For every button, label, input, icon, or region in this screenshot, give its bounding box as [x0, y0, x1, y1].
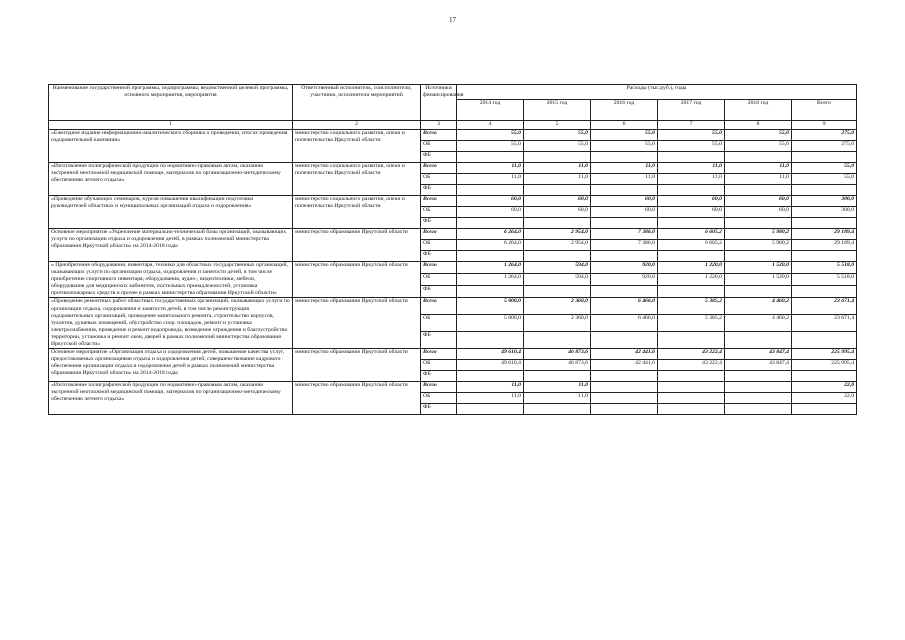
ob-value-cell: 60,0: [524, 207, 591, 218]
source-ob-label: ОБ: [421, 274, 457, 286]
fb-value-cell: [725, 251, 792, 262]
total-value-cell: 5 000,0: [457, 298, 524, 315]
column-number: 9: [792, 121, 857, 130]
ob-value-cell: 6 605,2: [658, 240, 725, 251]
ob-value-cell: 1 520,0: [725, 274, 792, 286]
ob-value-cell: 5 518,0: [792, 274, 857, 286]
page-number: 17: [449, 16, 456, 24]
total-value-cell: 225 995,4: [792, 349, 857, 360]
source-total-label: Всего: [421, 163, 457, 174]
ob-value-cell: 225 995,4: [792, 360, 857, 371]
ob-value-cell: 275,0: [792, 141, 857, 152]
total-value-cell: 2 360,0: [524, 298, 591, 315]
activity-total-row: [49, 163, 857, 174]
total-value-cell: 23 671,4: [792, 298, 857, 315]
ob-value-cell: 11,0: [457, 174, 524, 185]
source-ob-label: ОБ: [421, 315, 457, 332]
source-fb-label: ФБ: [421, 185, 457, 196]
source-total-label: Всего: [421, 130, 457, 141]
header-year: 2014 год: [457, 100, 524, 121]
ob-value-cell: 11,0: [524, 174, 591, 185]
total-value-cell: 55,0: [457, 130, 524, 141]
fb-value-cell: [524, 371, 591, 382]
fb-value-cell: [792, 404, 857, 415]
ob-value-cell: [591, 393, 658, 404]
total-value-cell: 29 189,4: [792, 229, 857, 240]
total-value-cell: 55,0: [792, 163, 857, 174]
activity-executor: министерство образования Иркутской области: [293, 262, 421, 298]
ob-value-cell: 11,0: [524, 393, 591, 404]
column-number-row: [49, 121, 857, 130]
source-fb-label: ФБ: [421, 404, 457, 415]
fb-value-cell: [457, 152, 524, 163]
activity-name: «Изготовление полиграфической продукции по нормативно-правовым актам, оказанию экстренной неотложной медицинской помощи, материалов по организационно-методическому обеспечению летнего отдыха»: [49, 163, 293, 196]
ob-value-cell: 5 000,0: [457, 315, 524, 332]
ob-value-cell: 43 847,4: [725, 360, 792, 371]
total-value-cell: 60,0: [725, 196, 792, 207]
ob-value-cell: 55,0: [792, 174, 857, 185]
total-value-cell: 55,0: [658, 130, 725, 141]
ob-value-cell: 1 264,0: [457, 274, 524, 286]
ob-value-cell: 60,0: [725, 207, 792, 218]
fb-value-cell: [524, 332, 591, 349]
activity-total-row: [49, 382, 857, 393]
source-ob-label: ОБ: [421, 207, 457, 218]
total-value-cell: 1 264,0: [457, 262, 524, 274]
fb-value-cell: [658, 152, 725, 163]
source-fb-label: ФБ: [421, 286, 457, 298]
total-value-cell: 11,0: [457, 382, 524, 393]
activity-name: Основное мероприятие «Укрепление материально-технической базы организаций, оказывающих услуги по организации отдыха и оздоровления детей, в рамках полномочий министерства образования Иркутской области» на 2014-2018 годы: [49, 229, 293, 262]
total-value-cell: 60,0: [457, 196, 524, 207]
total-value-cell: 1 220,0: [658, 262, 725, 274]
ob-value-cell: 46 873,6: [524, 360, 591, 371]
ob-value-cell: 920,0: [591, 274, 658, 286]
fb-value-cell: [524, 251, 591, 262]
fb-value-cell: [658, 218, 725, 229]
activity-name: «Изготовление полиграфической продукции по нормативно-правовым актам, оказанию экстренной неотложной медицинской помощи, материалов по организационно-методическому обеспечению летнего отдыха»: [49, 382, 293, 415]
total-value-cell: 275,0: [792, 130, 857, 141]
total-value-cell: 11,0: [591, 163, 658, 174]
total-value-cell: 594,0: [524, 262, 591, 274]
ob-value-cell: 55,0: [591, 141, 658, 152]
source-fb-label: ФБ: [421, 371, 457, 382]
total-value-cell: 60,0: [524, 196, 591, 207]
source-ob-label: ОБ: [421, 174, 457, 185]
ob-value-cell: 5 980,2: [725, 240, 792, 251]
fb-value-cell: [457, 404, 524, 415]
total-value-cell: 11,0: [725, 163, 792, 174]
source-total-label: Всего: [421, 298, 457, 315]
column-number: 6: [591, 121, 658, 130]
total-value-cell: 46 873,6: [524, 349, 591, 360]
total-value-cell: 6 466,0: [591, 298, 658, 315]
ob-value-cell: 11,0: [658, 174, 725, 185]
total-value-cell: 6 264,0: [457, 229, 524, 240]
ob-value-cell: 42 441,6: [591, 360, 658, 371]
ob-value-cell: 55,0: [725, 141, 792, 152]
header-year: 2016 год: [591, 100, 658, 121]
fb-value-cell: [725, 332, 792, 349]
total-value-cell: 2 954,0: [524, 229, 591, 240]
fb-value-cell: [658, 286, 725, 298]
ob-value-cell: [658, 393, 725, 404]
total-value-cell: [591, 382, 658, 393]
ob-value-cell: 11,0: [725, 174, 792, 185]
activity-executor: министерство социального развития, опеки и попечительства Иркутской области: [293, 163, 421, 196]
fb-value-cell: [658, 251, 725, 262]
fb-value-cell: [524, 152, 591, 163]
ob-value-cell: 22,0: [792, 393, 857, 404]
ob-value-cell: 11,0: [457, 393, 524, 404]
total-value-cell: 55,0: [524, 130, 591, 141]
fb-value-cell: [457, 251, 524, 262]
activity-total-row: [49, 130, 857, 141]
source-total-label: Всего: [421, 382, 457, 393]
activity-name: «Ежегодное издание информационно-аналитического сборника о проведении, итогах проведения оздоровительной кампании»: [49, 130, 293, 163]
source-fb-label: ФБ: [421, 152, 457, 163]
fb-value-cell: [725, 218, 792, 229]
ob-value-cell: 1 220,0: [658, 274, 725, 286]
ob-value-cell: 55,0: [524, 141, 591, 152]
column-number: 1: [49, 121, 293, 130]
fb-value-cell: [457, 218, 524, 229]
ob-value-cell: 2 954,0: [524, 240, 591, 251]
fb-value-cell: [792, 251, 857, 262]
ob-value-cell: [725, 393, 792, 404]
fb-value-cell: [591, 152, 658, 163]
activity-total-row: [49, 196, 857, 207]
activity-executor: министерство образования Иркутской области: [293, 349, 421, 382]
ob-value-cell: 49 610,4: [457, 360, 524, 371]
budget-table: [48, 84, 857, 415]
header-source: Источники финансирования: [421, 85, 457, 121]
source-total-label: Всего: [421, 229, 457, 240]
fb-value-cell: [457, 286, 524, 298]
column-number: 5: [524, 121, 591, 130]
activity-executor: министерство образования Иркутской области: [293, 229, 421, 262]
ob-value-cell: 55,0: [457, 141, 524, 152]
total-value-cell: 22,0: [792, 382, 857, 393]
ob-value-cell: 5 385,2: [658, 315, 725, 332]
fb-value-cell: [725, 185, 792, 196]
total-value-cell: 43 222,4: [658, 349, 725, 360]
fb-value-cell: [591, 251, 658, 262]
total-value-cell: 11,0: [524, 163, 591, 174]
fb-value-cell: [725, 286, 792, 298]
fb-value-cell: [524, 286, 591, 298]
fb-value-cell: [591, 218, 658, 229]
total-value-cell: 5 980,2: [725, 229, 792, 240]
total-value-cell: 920,0: [591, 262, 658, 274]
fb-value-cell: [524, 404, 591, 415]
fb-value-cell: [591, 185, 658, 196]
fb-value-cell: [658, 404, 725, 415]
fb-value-cell: [457, 185, 524, 196]
total-value-cell: 55,0: [725, 130, 792, 141]
column-number: 7: [658, 121, 725, 130]
ob-value-cell: 4 460,2: [725, 315, 792, 332]
total-value-cell: 43 847,4: [725, 349, 792, 360]
header-year: 2017 год: [658, 100, 725, 121]
fb-value-cell: [524, 185, 591, 196]
header-year: 2018 год: [725, 100, 792, 121]
fb-value-cell: [591, 404, 658, 415]
ob-value-cell: 2 360,0: [524, 315, 591, 332]
header-executor: Ответственный исполнитель, соисполнители, участники, исполнители мероприятий: [293, 85, 421, 121]
activity-name: «Проведение ремонтных работ областных государственных организаций, оказывающих услуги по организации отдыха, оздоровления и занятости детей, в том числе реконструкция оздоровительных организаций, проведение капитального ремонта, строительство корпусов, туалетов, душевых помещений, обустройство спор. площадок, ремонт и установка электроснабжения, проведение и ремонт водопровода, возведение ограждения и благоустройство территории, установка и ремонт окон, дверей в рамках полномочий министерства образования Иркутской области»: [49, 298, 293, 349]
header-total: Всего: [792, 100, 857, 121]
fb-value-cell: [725, 152, 792, 163]
fb-value-cell: [725, 371, 792, 382]
total-value-cell: 300,0: [792, 196, 857, 207]
ob-value-cell: 55,0: [658, 141, 725, 152]
fb-value-cell: [792, 152, 857, 163]
source-total-label: Всего: [421, 196, 457, 207]
activity-total-row: [49, 229, 857, 240]
activity-total-row: [49, 298, 857, 315]
ob-value-cell: 6 466,0: [591, 315, 658, 332]
fb-value-cell: [725, 404, 792, 415]
total-value-cell: 60,0: [658, 196, 725, 207]
ob-value-cell: 11,0: [591, 174, 658, 185]
fb-value-cell: [591, 371, 658, 382]
source-ob-label: ОБ: [421, 393, 457, 404]
header-name: Наименование государственной программы, подпрограммы, ведомственной целевой программы, основного мероприятия, мероприятия: [49, 85, 293, 121]
source-fb-label: ФБ: [421, 218, 457, 229]
activity-executor: министерство образования Иркутской области: [293, 298, 421, 349]
source-ob-label: ОБ: [421, 240, 457, 251]
source-total-label: Всего: [421, 349, 457, 360]
total-value-cell: 5 518,0: [792, 262, 857, 274]
fb-value-cell: [658, 332, 725, 349]
fb-value-cell: [591, 332, 658, 349]
total-value-cell: 6 605,2: [658, 229, 725, 240]
total-value-cell: 11,0: [524, 382, 591, 393]
fb-value-cell: [591, 286, 658, 298]
fb-value-cell: [658, 371, 725, 382]
activity-executor: министерство социального развития, опеки и попечительства Иркутской области: [293, 196, 421, 229]
ob-value-cell: 594,0: [524, 274, 591, 286]
fb-value-cell: [524, 218, 591, 229]
ob-value-cell: 6 264,0: [457, 240, 524, 251]
total-value-cell: 60,0: [591, 196, 658, 207]
total-value-cell: 4 460,2: [725, 298, 792, 315]
fb-value-cell: [792, 286, 857, 298]
source-fb-label: ФБ: [421, 332, 457, 349]
total-value-cell: 7 386,0: [591, 229, 658, 240]
total-value-cell: 55,0: [591, 130, 658, 141]
fb-value-cell: [792, 185, 857, 196]
total-value-cell: [725, 382, 792, 393]
total-value-cell: 5 385,2: [658, 298, 725, 315]
total-value-cell: 49 610,4: [457, 349, 524, 360]
total-value-cell: 42 441,6: [591, 349, 658, 360]
fb-value-cell: [792, 371, 857, 382]
total-value-cell: 1 520,0: [725, 262, 792, 274]
fb-value-cell: [792, 332, 857, 349]
total-value-cell: [658, 382, 725, 393]
column-number: 4: [457, 121, 524, 130]
activity-executor: министерство образования Иркутской области: [293, 382, 421, 415]
ob-value-cell: 29 189,4: [792, 240, 857, 251]
activity-name: « Приобретение оборудования, инвентаря, техники для областных государственных организаций, оказывающих услуги по организации отдыха, оздоровления и занятости детей, в том числе приобретение спортивного инвентаря, оборудования, аудио-, видеотехники, мебели, оборудования для медицинских кабинетов, постельных принадлежностей, установка противопожарных средств и прочее в рамках министерства образования Иркутской области»: [49, 262, 293, 298]
ob-value-cell: 23 671,4: [792, 315, 857, 332]
fb-value-cell: [457, 371, 524, 382]
column-number: 8: [725, 121, 792, 130]
fb-value-cell: [658, 185, 725, 196]
activity-executor: министерство социального развития, опеки и попечительства Иркутской области: [293, 130, 421, 163]
activity-total-row: [49, 262, 857, 274]
source-ob-label: ОБ: [421, 141, 457, 152]
source-ob-label: ОБ: [421, 360, 457, 371]
activity-name: Основное мероприятие «Организация отдыха и оздоровления детей, повышение качества услуг, предоставляемых организациями отдыха и оздоровления детей, совершенствование кадрового обеспечения организации отдыха и оздоровления детей в рамках полномочий министерства образования Иркутской области» на 2014-2018 годы: [49, 349, 293, 382]
total-value-cell: 11,0: [457, 163, 524, 174]
ob-value-cell: 60,0: [658, 207, 725, 218]
total-value-cell: 11,0: [658, 163, 725, 174]
source-total-label: Всего: [421, 262, 457, 274]
ob-value-cell: 7 386,0: [591, 240, 658, 251]
ob-value-cell: 60,0: [457, 207, 524, 218]
activity-total-row: [49, 349, 857, 360]
ob-value-cell: 43 222,4: [658, 360, 725, 371]
ob-value-cell: 300,0: [792, 207, 857, 218]
source-fb-label: ФБ: [421, 251, 457, 262]
column-number: 3: [421, 121, 457, 130]
header-year: 2015 год: [524, 100, 591, 121]
fb-value-cell: [457, 332, 524, 349]
column-number: 2: [293, 121, 421, 130]
activity-name: «Проведение обучающих семинаров, курсов повышения квалификации подготовки руководителей областных и муниципальных организаций отдыха и оздоровления»: [49, 196, 293, 229]
header-expenses: Расходы (тыс.руб.), годы: [457, 85, 857, 100]
ob-value-cell: 60,0: [591, 207, 658, 218]
fb-value-cell: [792, 218, 857, 229]
